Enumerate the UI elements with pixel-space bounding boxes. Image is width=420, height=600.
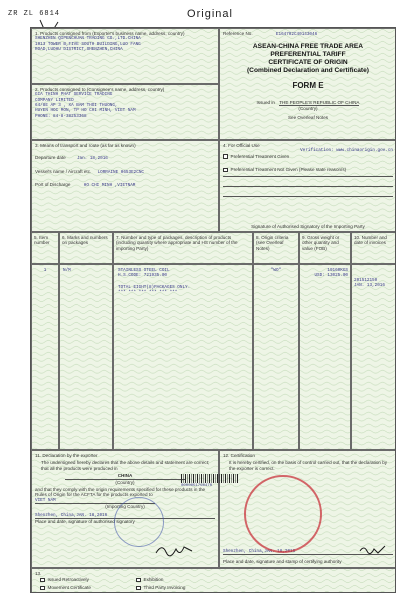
declaration-text-1: The undersigned hereby declares that the above details and statement are correct; that all the products were produced in (41, 460, 210, 471)
discharge-value: HO CHI MINH ,VIETNAM (83, 183, 136, 188)
goods-weight: 19160KGS (327, 268, 348, 273)
vessel-value: LORRAINE 0653E2CNC (97, 169, 144, 175)
col-marks: 6. Marks and numbers on packages (59, 232, 113, 264)
issued-retroactively-label: Issued Retroactively (47, 577, 89, 582)
col-origin-criteria: 8. Origin criteria (see Overleaf Notes) (253, 232, 299, 264)
issued-in-value: THE PEOPLE'S REPUBLIC OF CHINA (279, 100, 360, 106)
checkbox-exhibition (136, 578, 141, 583)
title-line-2: PREFERENTIAL TARIFF (270, 51, 346, 59)
form-e-title: FORM E (292, 81, 324, 91)
overleaf-notes: See Overleaf Notes (287, 115, 329, 121)
production-country-label: (Country) (115, 479, 135, 485)
exporter-place-date: Shenzhen, China,JAN. 18,2016 (35, 513, 215, 519)
goods-value: USD: 13025.00 (314, 273, 348, 279)
departure-label: Departure date (35, 155, 66, 161)
goods-desc-3: TOTAL EIGHT(8)PACKAGES ONLY. (118, 284, 191, 290)
checkbox-third-party-invoicing (136, 586, 141, 591)
discharge-label: Port of Discharge (35, 182, 71, 187)
issued-country-label: (Country) (298, 105, 318, 111)
vessel-label: Vessel's name / Aircraft etc. (35, 168, 92, 174)
title-line-4: (Combined Declaration and Certificate) (246, 67, 369, 75)
checkbox-issued-retroactively (40, 578, 45, 583)
treatment-not-given-label: Preferential Treatment Not Given (Please state reason/s) (230, 167, 347, 173)
importing-country-label: (Importing Country) (105, 504, 145, 510)
goods-desc-4: *** *** *** *** *** *** (118, 289, 178, 295)
verification-text: Verification: www.chinaorigin.gov.cn (300, 148, 393, 154)
transport-label: 3. Means of transport and route (as far as known) (35, 143, 136, 148)
goods-marks: N/M (63, 268, 71, 273)
goods-description-cell (113, 264, 253, 450)
consignee-line-3: 64/8E AP 3 , XA BAM THOI THUONG, (35, 103, 118, 108)
invoice-number: 201512150 (354, 278, 378, 283)
goods-weight-cell (299, 264, 351, 450)
importing-country: VIET NAM (35, 498, 155, 504)
goods-origin-criteria: "WO" (270, 268, 282, 273)
reference-label: Reference No. (223, 31, 253, 36)
goods-origin-cell (253, 264, 299, 450)
certifier-signature (358, 543, 388, 557)
consignee-line-1: GIA THINH PHAT SERVICE TRADING (35, 92, 113, 98)
box13-label: 13. (35, 571, 42, 576)
reference-box (219, 28, 396, 140)
title-line-3: CERTIFICATE OF ORIGIN (268, 59, 348, 67)
barcode (181, 474, 239, 483)
exporter-declaration-box (31, 450, 219, 568)
consignee-box (31, 84, 219, 140)
barcode-number: 0000051760470 (181, 484, 213, 488)
consignee-line-2: COMPANY LIMITED (35, 97, 74, 103)
certifier-place-date: Shenzhen, China,JAN. 18,2016 (223, 549, 393, 555)
transport-box (31, 140, 219, 232)
company-stamp (114, 497, 164, 547)
official-use-box (219, 140, 396, 232)
checkbox-treatment-given (223, 154, 228, 159)
consignee-line-5: PHONE: 84-8-38253368 (35, 113, 87, 119)
exporter-line-1: SHENZHEN QIPENCHUAN TRADING CO.,LTD.CHINA (35, 36, 141, 42)
official-use-label: 4. For Official Use (223, 143, 260, 148)
exporter-line-3: ROAD,LUOHU DISTRICT,SHENZHEN,CHINA (35, 47, 123, 52)
declaration-text-2: and that they comply with the origin requirements specified for these products in the Rules of Origin for the ACFTA for the products exported to (35, 487, 206, 498)
exporter-label: 1. Products consigned from (Exporter's business name, address, country) (35, 31, 185, 36)
exporter-line-2: 1013 TOWER B,FIVE SOUTH BUILDING,LUO FANG (35, 41, 141, 47)
invoice-date: JAN. 13,2016 (354, 283, 385, 289)
importing-signatory-label: Signature of Authorised Signatory of the Importing Party (251, 223, 365, 229)
goods-item-cell (31, 264, 59, 450)
goods-desc-2: H.S.CODE: 721935.00 (118, 273, 167, 279)
consignee-label: 2. Products consigned to (Consignee's name, address, country) (35, 87, 165, 92)
declaration-label: 11. Declaration by the exporter (35, 453, 98, 458)
departure-value: Jan. 18,2016 (76, 156, 108, 162)
checkbox-movement-certificate (40, 586, 45, 591)
consignee-line-4: HUYEN HOC MON, TP HO CHI MINH, VIET NAM (35, 108, 136, 114)
issued-in-label: Issued in (256, 100, 275, 106)
goods-item-number: 1 (43, 268, 47, 273)
corner-code: ZR ZL 6814 (8, 10, 61, 18)
goods-invoice-cell (351, 264, 396, 450)
col-description: 7. Number and type of packages, description of products (including quantity where appropriate and HS number of the importing Party) (113, 232, 253, 264)
certificate-sheet (30, 27, 396, 593)
certification-text: It is hereby certified, on the basis of control carried out, that the declaration by the exporter is correct. (229, 460, 388, 471)
treatment-given-label: Preferential Treatment Given (230, 153, 290, 159)
col-item-number: 5. Item number (31, 232, 59, 264)
col-invoices: 10. Number and date of invoices (351, 232, 396, 264)
checkbox-treatment-not-given (223, 168, 228, 173)
movement-certificate-label: Movement Certificate (47, 585, 91, 590)
exporter-signature (154, 543, 194, 559)
page-title: Original (187, 8, 233, 20)
certifier-signatory-label: Place and date, signature and stamp of certifying authority (223, 558, 342, 564)
certification-box (219, 450, 396, 568)
reference-number: E164702C40143046 (275, 32, 318, 37)
goods-marks-cell (59, 264, 113, 450)
goods-desc-1: STAINLESS STEEL COIL (118, 268, 170, 273)
production-country: CHINA (65, 473, 185, 479)
exporter-box (31, 28, 219, 84)
third-party-invoicing-label: Third Party Invoicing (143, 585, 186, 590)
certification-label: 12. Certification (223, 453, 255, 458)
col-gross-weight: 9. Gross weight or other quantity and value (FOB) (299, 232, 351, 264)
remarks-box (31, 568, 396, 593)
exporter-signatory-label: Place and date, signature of authorised signatory (35, 518, 135, 524)
exhibition-label: Exhibition (143, 577, 164, 582)
title-line-1: ASEAN-CHINA FREE TRADE AREA (252, 43, 364, 51)
official-red-stamp (244, 475, 322, 553)
